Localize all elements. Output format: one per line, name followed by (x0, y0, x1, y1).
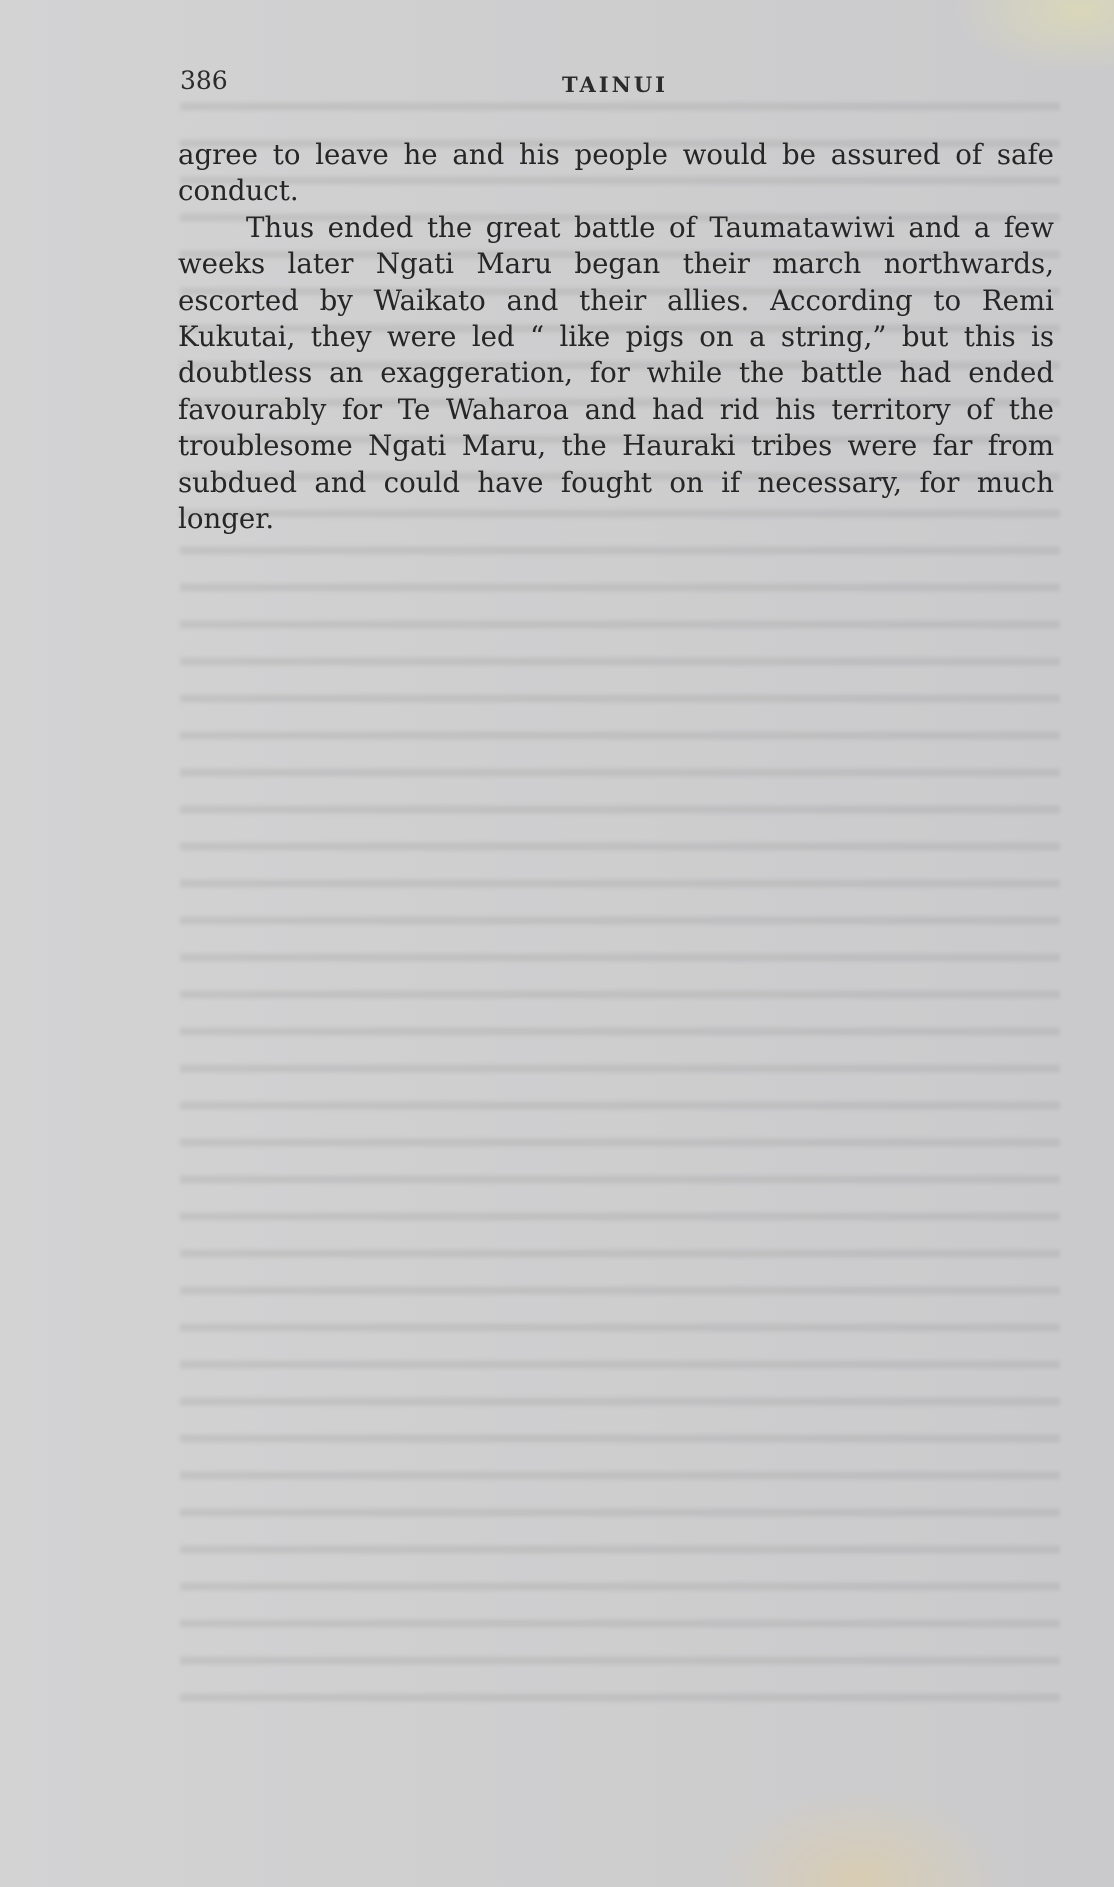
paragraph-continuation: agree to leave he and his people would be assured of safe conduct. (178, 138, 1054, 208)
paragraph-battle-ending: Thus ended the great battle of Taumatawiwi and a few weeks later Ngati Maru began their march northwards, escorted by Waikato and their allies. According to Remi Kukutai, they were led “ like pigs on a string,” but this is doubtless an exaggeration, for while the battle had ended favourably for Te Waharoa and had rid his territory of the troublesome Ngati Maru, the Hauraki tribes were far from subdued and could have fought on if necessary, for much longer. (178, 210, 1054, 536)
running-head: TAINUI (562, 72, 668, 97)
page-header (180, 66, 1050, 98)
page-number: 386 (180, 66, 228, 95)
body-text (178, 137, 1054, 537)
